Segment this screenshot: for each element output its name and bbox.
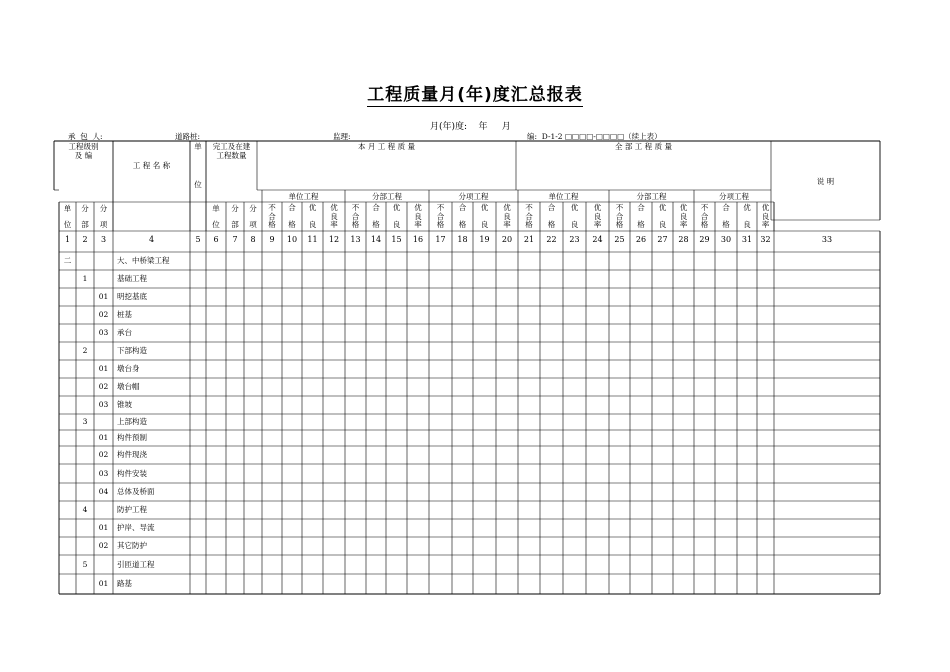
row-name: 桩基 [117,310,132,319]
sub-header: 分 [249,204,257,213]
column-number: 19 [479,235,490,244]
quality-sub-header: 良 [503,211,511,221]
quality-sub-header: 良 [658,220,667,229]
row-item: 01 [98,579,109,588]
quality-sub-header: 格 [637,220,645,229]
sub-header: 分 [231,204,239,213]
remarks-header: 说 明 [816,177,835,186]
quality-sub-header: 格 [525,220,533,229]
quality-sub-header: 优 [503,203,511,212]
quality-sub-header: 优 [743,203,751,212]
quality-sub-header: 率 [679,220,688,229]
quality-sub-header: 不 [525,203,533,212]
quality-sub-header: 合 [351,211,360,221]
row-item: 01 [98,292,109,301]
row-name: 路基 [117,579,132,588]
quality-sub-header: 合 [268,211,276,221]
column-number: 25 [614,235,625,244]
quality-sub-header: 良 [330,211,338,221]
quality-sub-header: 格 [722,220,730,229]
sub-header: 单 [212,204,220,213]
row-item: 03 [98,328,109,337]
sub-header: 位 [212,220,220,229]
quality-sub-header: 不 [700,203,709,212]
row-name: 明挖基底 [117,292,147,301]
quality-sub-header: 率 [593,220,602,229]
quality-sub-header: 合 [615,211,624,221]
report-period: 月(年)度: 年 月 [430,122,511,132]
quality-sub-header: 率 [761,220,770,229]
quality-sub-header: 合 [700,211,709,221]
quality-sub-header: 率 [414,220,422,229]
quality-sub-header: 格 [615,220,624,229]
row-name: 锥坡 [117,400,132,409]
sub-header: 项 [249,220,257,229]
quality-sub-header: 格 [458,220,467,229]
column-number: 27 [657,235,668,244]
quality-sub-header: 格 [436,220,445,229]
column-number: 30 [720,235,732,244]
row-name: 承台 [117,328,132,337]
column-number: 29 [699,235,710,244]
column-number: 21 [523,235,535,244]
quality-sub-header: 格 [268,220,276,229]
quality-sub-header: 良 [308,220,317,229]
quality-sub-header: 合 [436,211,445,221]
row-item: 02 [98,541,109,550]
group-header: 单位工程 [548,192,579,201]
row-name: 大、中桥梁工程 [117,256,170,265]
row-level: 二 [63,256,72,265]
quality-sub-header: 不 [615,203,624,212]
row-item: 01 [98,523,109,532]
row-name: 总体及桥面 [117,487,155,496]
sub-header: 分 [99,204,108,213]
row-name: 基础工程 [117,274,147,283]
row-part: 2 [82,346,88,355]
column-number: 7 [232,235,238,244]
column-number: 14 [370,235,382,244]
quality-sub-header: 优 [392,203,401,212]
completed-header: 工程数量 [216,151,247,160]
quality-sub-header: 良 [761,211,770,221]
row-name: 其它防护 [117,541,147,550]
column-number: 6 [213,235,219,244]
column-number: 23 [569,235,580,244]
quality-sub-header: 合 [547,203,556,212]
sub-header: 部 [231,220,239,229]
group-header: 分项工程 [458,192,489,201]
column-number: 3 [100,235,107,244]
row-item: 01 [98,364,109,373]
sub-header: 项 [99,220,108,229]
sub-header: 位 [63,220,72,229]
row-name: 引匝道工程 [117,559,155,569]
column-number: 24 [592,235,603,244]
completed-header: 完工及在建 [212,142,251,151]
quality-sub-header: 良 [743,220,751,229]
column-number: 22 [546,235,557,244]
sub-header: 单 [63,204,72,213]
quality-sub-header: 优 [330,203,338,212]
row-name: 护岸、导流 [117,523,155,532]
row-name: 防护工程 [117,505,147,514]
quality-sub-header: 优 [570,203,579,212]
row-part: 3 [82,417,88,426]
quality-sub-header: 率 [330,220,338,229]
quality-sub-header: 合 [525,211,533,221]
quality-sub-header: 优 [679,203,688,212]
column-number: 9 [269,235,275,244]
quality-sub-header: 格 [288,220,296,229]
quality-sub-header: 优 [658,203,667,212]
quality-sub-header: 优 [308,203,317,212]
row-name: 墩台身 [117,364,140,373]
column-number: 28 [678,235,689,244]
column-number: 13 [350,235,361,244]
group-header: 分部工程 [372,192,402,201]
column-number: 16 [412,235,424,244]
contractor-label: 承 包 人: [68,132,103,141]
column-number: 32 [760,235,771,244]
quality-sub-header: 合 [288,203,296,212]
group-header: 分项工程 [719,192,749,201]
quality-sub-header: 格 [700,220,709,229]
column-number: 33 [821,235,833,244]
column-number: 31 [741,235,753,244]
quality-sub-header: 合 [722,203,730,212]
quality-sub-header: 良 [679,211,688,221]
row-part: 5 [82,559,88,569]
quality-sub-header: 合 [458,203,467,212]
row-item: 02 [98,382,109,391]
quality-sub-header: 格 [547,220,556,229]
row-name: 构件安装 [117,468,147,478]
monthly-quality-header: 本 月 工 程 质 量 [358,142,415,151]
column-number: 17 [435,235,446,244]
report-title: 工程质量月(年)度汇总报表 [367,85,583,105]
name-header: 工 程 名 称 [132,161,171,170]
quality-sub-header: 良 [480,220,489,229]
row-part: 1 [82,274,88,283]
quality-sub-header: 不 [351,203,360,212]
level-header: 及 编 [74,151,93,160]
group-header: 分部工程 [636,192,667,201]
column-number: 26 [635,235,647,244]
quality-sub-header: 格 [351,220,360,229]
unit-header: 单 [194,142,202,151]
column-number: 15 [391,235,402,244]
row-name: 上部构造 [117,417,147,426]
row-item: 03 [98,468,109,478]
quality-sub-header: 不 [268,203,276,212]
row-name: 墩台帽 [117,382,140,391]
column-number: 1 [64,235,71,244]
quality-sub-header: 良 [392,220,401,229]
column-number: 11 [307,235,318,244]
quality-sub-header: 优 [414,203,422,212]
column-number: 12 [328,235,340,244]
quality-sub-header: 格 [372,220,380,229]
row-name: 下部构造 [117,346,147,355]
column-number: 10 [286,235,298,244]
quality-sub-header: 优 [593,203,602,212]
supervisor-label: 监理: [333,132,351,141]
quality-sub-header: 合 [637,203,645,212]
quality-sub-header: 不 [436,203,445,212]
sub-header: 分 [81,204,89,213]
group-header: 单位工程 [288,192,319,201]
column-number: 4 [148,235,155,244]
row-item: 03 [98,400,109,409]
column-number: 18 [457,235,468,244]
quality-sub-header: 良 [593,211,602,221]
column-number: 20 [501,235,513,244]
column-number: 5 [195,235,201,244]
column-number: 8 [250,235,256,244]
form-code: 编: D-1-2 □□□□-□□□□（续上表） [527,132,662,141]
column-number: 2 [82,235,88,244]
quality-sub-header: 率 [503,220,511,229]
quality-sub-header: 优 [480,203,489,212]
row-name: 构件预制 [117,433,147,442]
station-label: 道路桩: [175,132,201,141]
row-item: 01 [98,433,109,442]
row-item: 02 [98,450,109,459]
quality-sub-header: 优 [761,203,770,212]
row-part: 4 [82,505,88,514]
quality-sub-header: 良 [414,211,422,221]
row-item: 02 [98,310,109,319]
level-header: 工程级别 [68,142,99,151]
unit-header: 位 [194,180,202,189]
row-name: 构件现浇 [117,450,147,459]
row-item: 04 [98,487,109,496]
quality-sub-header: 合 [372,203,380,212]
quality-sub-header: 良 [570,220,579,229]
total-quality-header: 全 部 工 程 质 量 [615,142,672,151]
sub-header: 部 [81,220,89,229]
